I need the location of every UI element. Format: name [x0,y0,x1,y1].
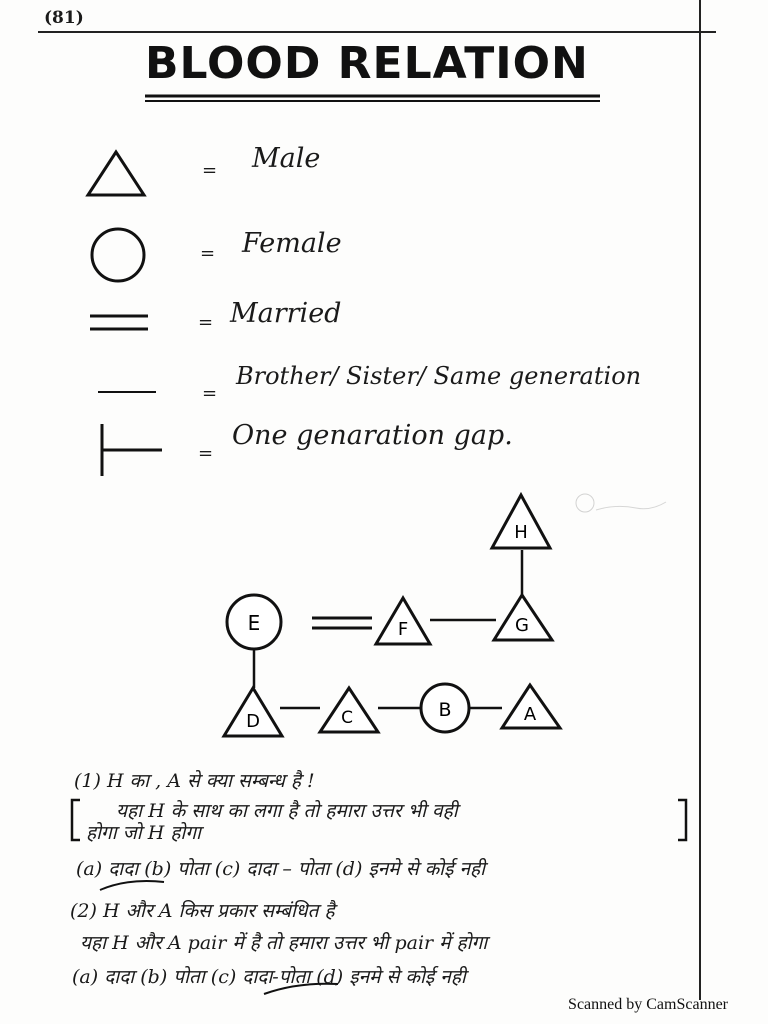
legend-equals-sibling: = [202,383,218,404]
legend-equals-male: = [202,160,218,181]
question-1: (1) H का , A से क्या सम्बन्ध है ! [74,770,315,792]
family-tree-diagram [0,480,700,760]
node-H [492,495,550,548]
triangle-icon [88,152,144,195]
question-1-note-line2: होगा जो H होगा [86,822,201,844]
node-F-label: F [397,619,409,640]
legend-label-sibling: Brother/ Sister/ Same generation [236,362,642,390]
legend-equals-married: = [198,312,214,333]
question-1-note-line1: यहा H के साथ का लगा है तो हमारा उत्तर भी वही [116,800,458,822]
question-2: (2) H और A किस प्रकार सम्बंधित है [70,900,335,922]
faint-stamp [576,494,666,512]
legend-label-female: Female [242,228,342,259]
page-title: BLOOD RELATION [145,38,589,89]
node-H-label: H [514,522,528,543]
double-line-icon [90,316,148,329]
legend-label-married: Married [230,298,342,329]
answer-mark-1 [98,876,168,896]
legend-equals-generation: = [198,443,214,464]
question-2-options: (a) दादा (b) पोता (c) दादा-पोता (d) इनमे से कोई नही [72,966,466,988]
edge-E-F-married [312,618,372,628]
node-D-label: D [246,711,260,732]
node-C-label: C [341,708,353,728]
node-E [227,595,281,649]
generation-gap-icon [102,424,162,476]
node-B [421,684,469,732]
scanner-watermark: Scanned by CamScanner [568,996,728,1013]
circle-icon [92,229,144,281]
question-2-note: यहा H और A pair में है तो हमारा उत्तर भी pair में होगा [80,932,488,954]
legend-label-generation: One genaration gap. [232,420,513,451]
legend-equals-female: = [200,243,216,264]
answer-mark-2 [262,980,342,1000]
node-C [320,688,378,732]
legend-symbols [80,140,180,490]
node-A-label: A [523,704,537,725]
node-D [224,688,282,736]
node-A [502,685,560,728]
node-E-label: E [247,611,261,635]
question-1-options: (a) दादा (b) पोता (c) दादा – पोता (d) इनमे से कोई नही [76,858,486,880]
node-F [376,598,430,644]
node-B-label: B [438,699,452,721]
node-G [494,595,552,640]
legend-label-male: Male [252,143,321,174]
page-number: (81) [44,8,84,28]
node-G-label: G [515,615,529,636]
